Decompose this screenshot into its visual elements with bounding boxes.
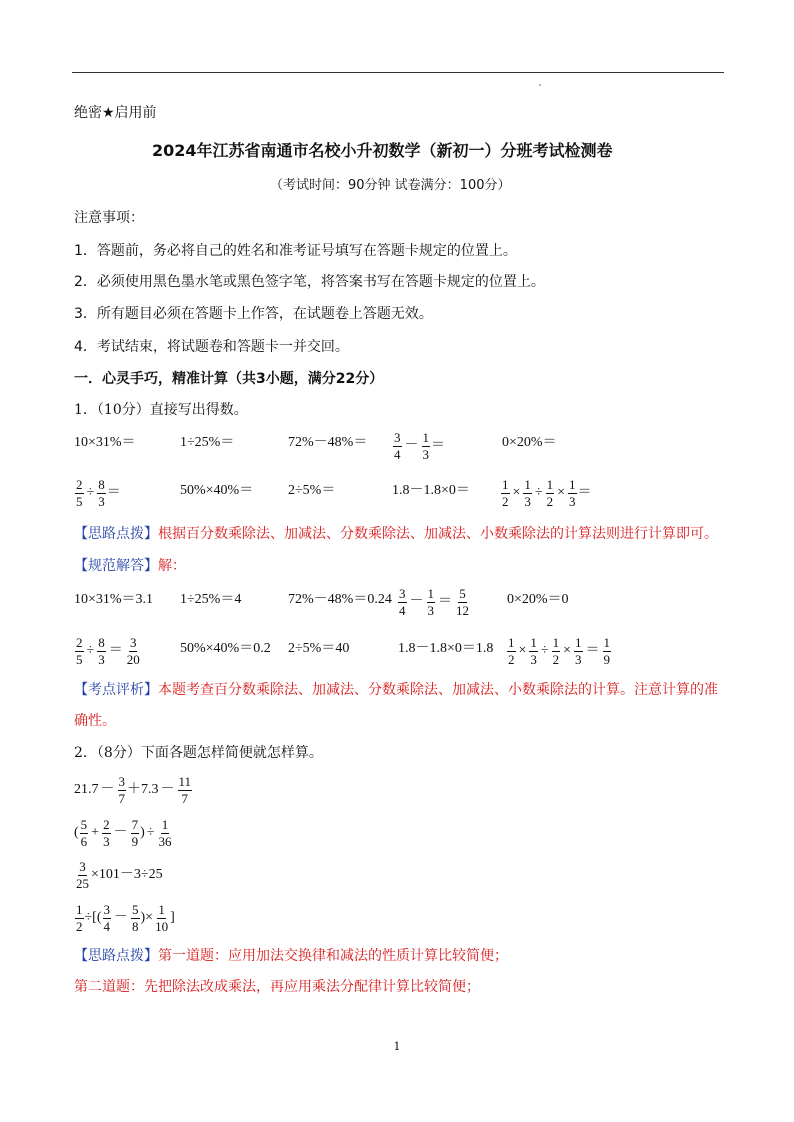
q1-answer-2: 1÷25%＝4 <box>180 592 242 607</box>
hint-text: 根据百分数乘除法、加减法、分数乘除法、加减法、小数乘除法的计算法则进行计算即可。 <box>158 526 718 542</box>
top-rule <box>72 72 724 73</box>
fraction: $\frac{1}{2}$ <box>502 477 509 509</box>
notice-item-1: 1．答题前，务必将自己的姓名和准考证号填写在答题卡规定的位置上。 <box>74 243 517 259</box>
q1-answer-8: 2÷5%＝40 <box>288 641 350 656</box>
q1-hint <box>74 527 718 541</box>
fraction: $\frac{1}{2}$ <box>508 635 515 667</box>
fraction: $\frac{7}{9}$ <box>131 817 139 849</box>
q1-item-4: $\frac{3}{4}$ － $\frac{1}{3}$ ＝ <box>394 430 445 462</box>
speck <box>539 84 541 86</box>
secret-label: 绝密★启用前 <box>74 105 157 121</box>
fraction: $\frac{2}{3}$ <box>103 817 110 849</box>
fraction: $\frac{1}{2}$ <box>552 635 560 667</box>
review-tag: 【考点评析】 <box>74 682 158 698</box>
fraction: $\frac{2}{5}$ <box>76 635 83 667</box>
fraction: $\frac{1}{2}$ <box>546 477 554 509</box>
hint-tag: 【思路点拨】 <box>74 948 158 964</box>
q1-item-7: 50%×40%＝ <box>180 483 254 498</box>
q1-item-3: 72%－48%＝ <box>288 435 368 450</box>
q1-answer-3: 72%－48%＝0.24 <box>288 592 392 607</box>
fraction: $\frac{3}{7}$ <box>118 774 125 806</box>
q1-item-6: $\frac{2}{5}$ ÷ $\frac{8}{3}$ ＝ <box>76 477 121 509</box>
q2-expr-4: $\frac{1}{2}$ ÷[( $\frac{3}{4}$ － $\frac{5}{8}$ )× $\frac{1}{10}$ ] <box>76 902 175 934</box>
q1-item-1: 10×31%＝ <box>74 435 136 450</box>
fraction: $\frac{1}{3}$ <box>530 635 537 667</box>
q1-answer-9: 1.8－1.8×0＝1.8 <box>398 641 494 656</box>
fraction: $\frac{1}{3}$ <box>575 635 582 667</box>
fraction: $\frac{8}{3}$ <box>98 477 105 509</box>
fraction: $\frac{1}{3}$ <box>524 477 531 509</box>
q1-answer-4: $\frac{3}{4}$ － $\frac{1}{3}$ ＝ $\frac{5}{12}$ <box>399 586 469 618</box>
fraction: $\frac{1}{36}$ <box>158 817 172 849</box>
fraction: $\frac{5}{12}$ <box>456 586 469 618</box>
fraction: $\frac{3}{20}$ <box>126 635 140 667</box>
q1-stem: 1．（10分）直接写出得数。 <box>74 402 248 418</box>
review-text-1: 本题考查百分数乘除法、加减法、分数乘除法、加减法、小数乘除法的计算。注意计算的准 <box>158 682 718 698</box>
q1-answer-6: $\frac{2}{5}$ ÷ $\frac{8}{3}$ ＝ $\frac{3}{20}$ <box>76 635 140 667</box>
fraction: $\frac{1}{3}$ <box>422 430 429 462</box>
notice-item-2: 2．必须使用黑色墨水笔或黑色签字笔，将答案书写在答题卡规定的位置上。 <box>74 274 545 290</box>
q1-answer-1: 10×31%＝3.1 <box>74 592 154 607</box>
section-1-title: 一．心灵手巧，精准计算（共3小题，满分22分） <box>74 371 384 387</box>
fraction: $\frac{3}{4}$ <box>399 586 406 618</box>
hint-text-2: 第二道题：先把除法改成乘法，再应用乘法分配律计算比较简便； <box>74 979 480 995</box>
answer-lead: 解： <box>158 558 186 574</box>
fraction: $\frac{8}{3}$ <box>98 635 105 667</box>
page-number: 1 <box>393 1040 401 1053</box>
q1-answer-5: 0×20%＝0 <box>507 592 569 607</box>
fraction: $\frac{2}{5}$ <box>76 477 83 509</box>
q1-answer-10: $\frac{1}{2}$ × $\frac{1}{3}$ ÷ $\frac{1}{2}$ × $\frac{1}{3}$ ＝ $\frac{1}{9}$ <box>508 635 610 667</box>
review-text-2: 确性。 <box>74 713 116 729</box>
q1-answer-7: 50%×40%＝0.2 <box>180 641 271 656</box>
page-title: 2024年江苏省南通市名校小升初数学（新初一）分班考试检测卷 <box>152 141 613 160</box>
fraction: $\frac{5}{6}$ <box>80 817 88 849</box>
notice-item-4: 4．考试结束，将试题卷和答题卡一并交回。 <box>74 339 349 355</box>
q1-answer-label <box>74 559 186 573</box>
fraction: $\frac{1}{2}$ <box>76 902 83 934</box>
fraction: $\frac{1}{3}$ <box>569 477 576 509</box>
q2-expr-1: 21.7 － $\frac{3}{7}$ ＋7.3 － $\frac{11}{7}$ <box>74 774 192 806</box>
notice-heading: 注意事项： <box>74 210 144 226</box>
fraction: $\frac{11}{7}$ <box>178 774 192 806</box>
q2-stem: 2．（8分）下面各题怎样简便就怎样算。 <box>74 745 323 761</box>
fraction: $\frac{3}{25}$ <box>76 859 89 891</box>
fraction: $\frac{5}{8}$ <box>132 902 139 934</box>
fraction: $\frac{1}{3}$ <box>427 586 434 618</box>
answer-tag: 【规范解答】 <box>74 558 158 574</box>
q2-expr-2: ( $\frac{5}{6}$ + $\frac{2}{3}$ － $\frac{7}{9}$ ) ÷ $\frac{1}{36}$ <box>74 817 172 849</box>
q1-item-10: $\frac{1}{2}$ × $\frac{1}{3}$ ÷ $\frac{1}{2}$ × $\frac{1}{3}$ ＝ <box>502 477 592 509</box>
q1-item-5: 0×20%＝ <box>502 435 557 450</box>
fraction: $\frac{1}{10}$ <box>155 902 169 934</box>
fraction: $\frac{3}{4}$ <box>103 902 111 934</box>
q1-review <box>74 683 718 697</box>
page-subtitle: （考试时间：90分钟 试卷满分：100分） <box>270 178 511 193</box>
q2-expr-3: $\frac{3}{25}$ ×101－3÷25 <box>76 859 163 891</box>
q1-item-8: 2÷5%＝ <box>288 483 336 498</box>
notice-item-3: 3．所有题目必须在答题卡上作答，在试题卷上答题无效。 <box>74 306 433 322</box>
hint-text-1: 第一道题：应用加法交换律和减法的性质计算比较简便； <box>158 948 508 964</box>
q2-hint <box>74 949 508 963</box>
fraction: $\frac{3}{4}$ <box>394 430 401 462</box>
hint-tag: 【思路点拨】 <box>74 526 158 542</box>
q1-item-9: 1.8－1.8×0＝ <box>392 483 470 498</box>
fraction: $\frac{1}{9}$ <box>603 635 610 667</box>
q1-item-2: 1÷25%＝ <box>180 435 235 450</box>
